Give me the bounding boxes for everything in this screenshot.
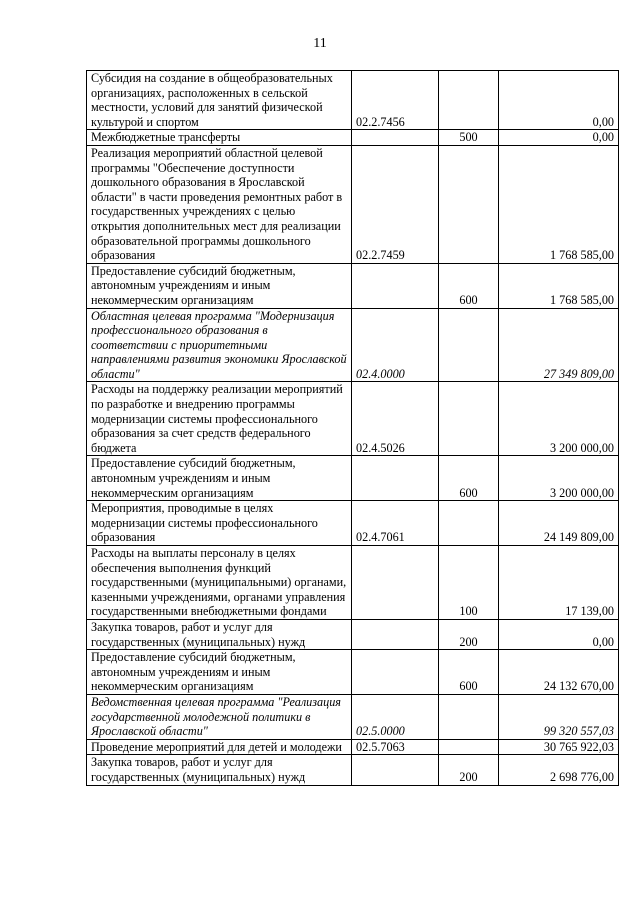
- row-expense-type-cell: 600: [439, 263, 499, 308]
- row-name-cell: Предоставление субсидий бюджетным, автономным учреждениям и иным некоммерческим организациям: [87, 650, 352, 695]
- row-amount-cell: 1 768 585,00: [499, 263, 619, 308]
- row-name-cell: Закупка товаров, работ и услуг для государственных (муниципальных) нужд: [87, 755, 352, 785]
- row-code-cell: [352, 755, 439, 785]
- row-amount-cell: 24 132 670,00: [499, 650, 619, 695]
- row-amount-cell: 99 320 557,03: [499, 694, 619, 739]
- row-code-cell: [352, 619, 439, 649]
- row-name-cell: Расходы на выплаты персоналу в целях обеспечения выполнения функций государственными (муниципальными) органами, казенными учреждениями, органами управления государственными внебюджетными фондами: [87, 546, 352, 620]
- table-row: [87, 650, 619, 695]
- row-code-cell: [352, 456, 439, 501]
- row-amount-cell: 1 768 585,00: [499, 145, 619, 263]
- table-row: [87, 456, 619, 501]
- row-expense-type-cell: [439, 694, 499, 739]
- row-amount-cell: 27 349 809,00: [499, 308, 619, 382]
- row-name-cell: Проведение мероприятий для детей и молодежи: [87, 739, 352, 755]
- budget-table-body: [87, 71, 619, 786]
- row-amount-cell: 30 765 922,03: [499, 739, 619, 755]
- row-expense-type-cell: [439, 739, 499, 755]
- row-amount-cell: 0,00: [499, 619, 619, 649]
- table-row: [87, 501, 619, 546]
- row-code-cell: 02.5.7063: [352, 739, 439, 755]
- row-name-cell: Расходы на поддержку реализации мероприятий по разработке и внедрению программы модернизации системы профессионального образования за счет средств федерального бюджета: [87, 382, 352, 456]
- row-code-cell: 02.5.0000: [352, 694, 439, 739]
- row-code-cell: 02.4.7061: [352, 501, 439, 546]
- row-code-cell: 02.4.0000: [352, 308, 439, 382]
- row-amount-cell: 17 139,00: [499, 546, 619, 620]
- row-code-cell: [352, 546, 439, 620]
- row-amount-cell: 2 698 776,00: [499, 755, 619, 785]
- page-number: 11: [313, 36, 327, 51]
- table-row: [87, 308, 619, 382]
- row-amount-cell: 24 149 809,00: [499, 501, 619, 546]
- table-row: [87, 130, 619, 146]
- row-expense-type-cell: [439, 145, 499, 263]
- table-row: [87, 619, 619, 649]
- row-code-cell: [352, 650, 439, 695]
- row-expense-type-cell: 600: [439, 456, 499, 501]
- row-code-cell: 02.2.7456: [352, 71, 439, 130]
- table-row: [87, 739, 619, 755]
- row-name-cell: Ведомственная целевая программа "Реализация государственной молодежной политики в Ярославской области": [87, 694, 352, 739]
- row-expense-type-cell: [439, 308, 499, 382]
- row-expense-type-cell: [439, 501, 499, 546]
- row-name-cell: Закупка товаров, работ и услуг для государственных (муниципальных) нужд: [87, 619, 352, 649]
- budget-table: [86, 70, 619, 786]
- row-name-cell: Областная целевая программа "Модернизация профессионального образования в соответствии с приоритетными направлениями развития экономики Ярославской области": [87, 308, 352, 382]
- table-row: [87, 71, 619, 130]
- row-expense-type-cell: [439, 382, 499, 456]
- row-amount-cell: 3 200 000,00: [499, 456, 619, 501]
- row-code-cell: [352, 263, 439, 308]
- row-code-cell: 02.4.5026: [352, 382, 439, 456]
- row-name-cell: Межбюджетные трансферты: [87, 130, 352, 146]
- row-name-cell: Предоставление субсидий бюджетным, автономным учреждениям и иным некоммерческим организациям: [87, 263, 352, 308]
- row-code-cell: [352, 130, 439, 146]
- table-row: [87, 694, 619, 739]
- table-row: [87, 382, 619, 456]
- row-expense-type-cell: 100: [439, 546, 499, 620]
- row-expense-type-cell: [439, 71, 499, 130]
- row-amount-cell: 3 200 000,00: [499, 382, 619, 456]
- row-name-cell: Реализация мероприятий областной целевой программы "Обеспечение доступности дошкольного образования в Ярославской области" в части проведения ремонтных работ в государственных учреждениях с целью открытия дополнительных мест для реализации образовательной программы дошкольного образования: [87, 145, 352, 263]
- table-row: [87, 263, 619, 308]
- row-name-cell: Предоставление субсидий бюджетным, автономным учреждениям и иным некоммерческим организациям: [87, 456, 352, 501]
- row-code-cell: 02.2.7459: [352, 145, 439, 263]
- row-expense-type-cell: 500: [439, 130, 499, 146]
- row-amount-cell: 0,00: [499, 130, 619, 146]
- table-row: [87, 145, 619, 263]
- table-row: [87, 546, 619, 620]
- row-expense-type-cell: 600: [439, 650, 499, 695]
- row-expense-type-cell: 200: [439, 755, 499, 785]
- table-row: [87, 755, 619, 785]
- row-amount-cell: 0,00: [499, 71, 619, 130]
- row-expense-type-cell: 200: [439, 619, 499, 649]
- row-name-cell: Субсидия на создание в общеобразовательных организациях, расположенных в сельской местности, условий для занятий физической культурой и спортом: [87, 71, 352, 130]
- row-name-cell: Мероприятия, проводимые в целях модернизации системы профессионального образования: [87, 501, 352, 546]
